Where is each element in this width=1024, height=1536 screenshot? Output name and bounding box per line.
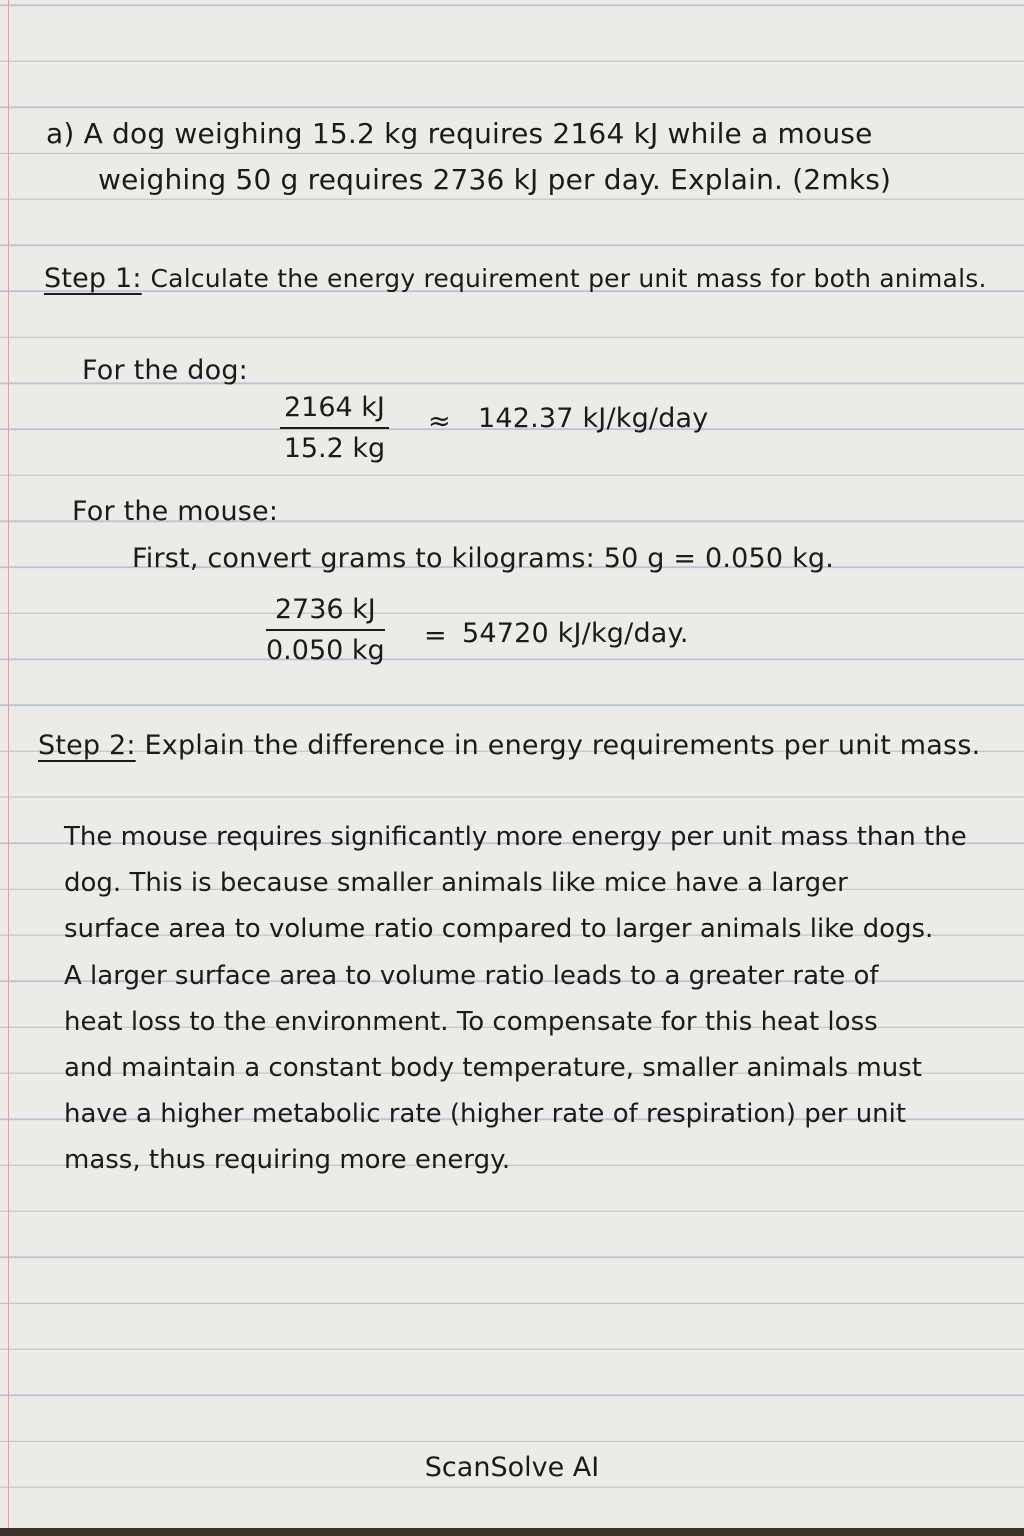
explanation-line: dog. This is because smaller animals like mice have a larger	[64, 868, 848, 899]
explanation-paragraph	[64, 814, 984, 1184]
explanation-line: mass, thus requiring more energy.	[64, 1145, 511, 1176]
dog-result: 142.37 kJ/kg/day	[478, 403, 709, 434]
explanation-line: A larger surface area to volume ratio leads to a greater rate of	[64, 960, 879, 991]
question-line-1: a) A dog weighing 15.2 kg requires 2164 kJ while a mouse	[46, 117, 873, 150]
mouse-denominator: 0.050 kg	[266, 635, 385, 666]
dog-operator: ≈	[428, 406, 451, 437]
explanation-line: The mouse requires significantly more energy per unit mass than the	[64, 822, 967, 852]
margin-line	[8, 0, 9, 1528]
step2-text: Explain the difference in energy requirements per unit mass.	[144, 730, 981, 761]
explanation-line: have a higher metabolic rate (higher rate of respiration) per unit	[64, 1099, 907, 1130]
mouse-result: 54720 kJ/kg/day.	[462, 618, 689, 649]
footer-brand: ScanSolve AI	[424, 1452, 600, 1483]
explanation-line: and maintain a constant body temperature, smaller animals must	[64, 1053, 922, 1084]
step1-label: Step 1:	[44, 263, 142, 294]
dog-fraction	[280, 394, 389, 462]
dog-heading: For the dog:	[82, 355, 248, 386]
explanation-line: surface area to volume ratio compared to larger animals like dogs.	[64, 914, 934, 945]
mouse-operator: =	[424, 620, 447, 651]
question-line-2: weighing 50 g requires 2736 kJ per day. Explain. (2mks)	[98, 163, 892, 196]
dog-numerator: 2164 kJ	[280, 394, 389, 429]
mouse-numerator: 2736 kJ	[266, 596, 385, 631]
mouse-conversion: First, convert grams to kilograms: 50 g = 0.050 kg.	[132, 543, 835, 574]
step1-text: Calculate the energy requirement per unit mass for both animals.	[150, 264, 987, 293]
step2-heading	[38, 732, 980, 759]
step1-heading	[44, 265, 987, 292]
mouse-fraction	[266, 596, 385, 664]
dog-denominator: 15.2 kg	[283, 433, 386, 464]
step2-label: Step 2:	[38, 730, 136, 761]
mouse-heading: For the mouse:	[72, 496, 279, 527]
explanation-line: heat loss to the environment. To compensate for this heat loss	[64, 1006, 878, 1037]
